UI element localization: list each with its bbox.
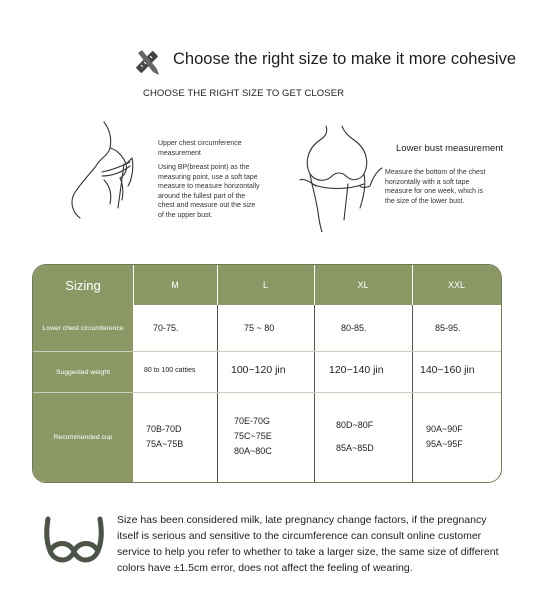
- size-m-header: M: [171, 280, 179, 290]
- table-cell: 80 to 100 catties: [144, 367, 196, 374]
- row-label-lower-chest: Lower chest circumference: [42, 324, 124, 332]
- row-label-suggested-weight: Suggested weight: [55, 368, 111, 376]
- table-cell: 80-85.: [341, 323, 367, 333]
- column-divider: [412, 305, 413, 482]
- size-chart-table: [32, 264, 502, 483]
- table-cell: 80A~80C: [234, 446, 272, 456]
- lower-bust-description: Measure the bottom of the chest horizontally with a soft tape measure for one week, which is the size of the lower bust.: [385, 169, 486, 205]
- page-title: Choose the right size to make it more cohesive: [173, 50, 516, 68]
- table-cell: 95A~95F: [426, 439, 463, 449]
- table-cell: 75C~75E: [234, 431, 272, 441]
- size-xl-header: XL: [357, 280, 369, 290]
- lower-bust-title: Lower bust measurement: [396, 143, 504, 154]
- column-divider: [314, 305, 315, 482]
- sizing-header: Sizing: [65, 277, 101, 293]
- page-subtitle: CHOOSE THE RIGHT SIZE TO GET CLOSER: [143, 88, 345, 99]
- upper-bust-illustration: [66, 120, 156, 220]
- column-divider: [217, 305, 218, 482]
- header-divider: [133, 265, 134, 305]
- table-cell: 70-75.: [153, 323, 179, 333]
- header-divider: [314, 265, 315, 305]
- size-xxl-header: XXL: [447, 280, 465, 290]
- table-cell: 80D~80F: [336, 420, 374, 430]
- bra-icon: [42, 515, 106, 569]
- table-cell: 85-95.: [435, 323, 461, 333]
- sizing-notice: Size has been considered milk, late pregnancy change factors, if the pregnancy itself is serious and sensitive to the circumference can consult online customer service to help you refer to whether to take a larger size, the same size of different colors have ±1.5cm error, does not affect the feeling of wearing.: [117, 514, 499, 574]
- upper-bust-description: Using BP(breast point) as the measuring point, use a soft tape measure to measure horizontally around the fullest part of the chest and measure out the size of the upper bust.: [158, 164, 260, 219]
- table-cell: 120~140 jin: [329, 364, 384, 376]
- table-cell: 100~120 jin: [231, 364, 286, 376]
- table-cell: 90A~90F: [426, 424, 463, 434]
- table-cell: 140~160 jin: [420, 364, 475, 376]
- size-l-header: L: [262, 280, 268, 290]
- table-cell: 85A~85D: [336, 443, 374, 453]
- table-cell: 75 ~ 80: [244, 323, 275, 333]
- table-cell: 75A~75B: [146, 439, 184, 449]
- upper-bust-title: Upper chest circumference measurement: [158, 140, 242, 157]
- lower-bust-illustration: [286, 120, 388, 232]
- table-cell: 70B-70D: [146, 424, 182, 434]
- header-divider: [412, 265, 413, 305]
- ruler-pencil-icon: [129, 44, 165, 80]
- row-label-recommended-cup: Recommended cup: [53, 434, 113, 441]
- header-divider: [217, 265, 218, 305]
- table-cell: 70E-70G: [234, 416, 271, 426]
